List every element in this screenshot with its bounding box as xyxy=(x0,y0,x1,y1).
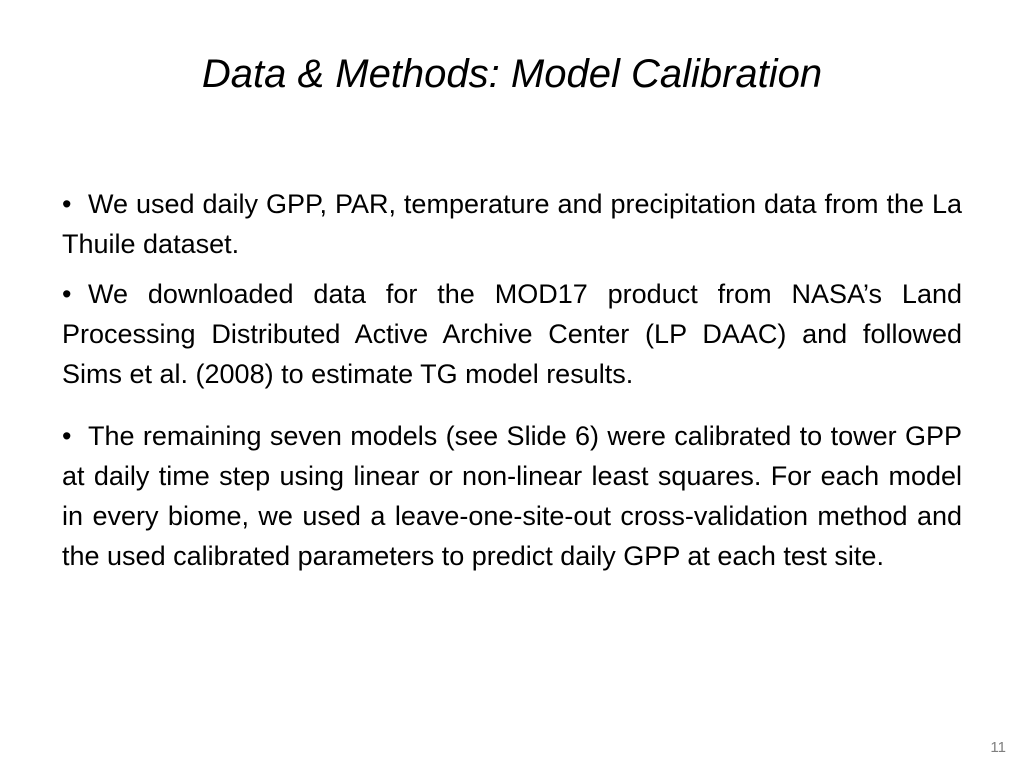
bullet-item-mod17 xyxy=(62,274,962,394)
bullet-marker: • xyxy=(62,279,72,309)
bullet-marker: • xyxy=(62,189,72,219)
bullet-text: We downloaded data for the MOD17 product from NASA’s Land Processing Distributed Active Archive Center (LP DAAC) and followed Sims et al. (2008) to estimate TG model results. xyxy=(62,279,962,389)
bullet-text: We used daily GPP, PAR, temperature and precipitation data from the La Thuile dataset. xyxy=(62,189,962,259)
bullet-item-calibration xyxy=(62,416,962,576)
bullet-text: The remaining seven models (see Slide 6) were calibrated to tower GPP at daily time step using linear or non-linear least squares. For each model in every biome, we used a leave-one-site-out cross-validation method and the used calibrated parameters to predict daily GPP at each test site. xyxy=(62,421,962,571)
bullet-marker: • xyxy=(62,421,72,451)
slide-title: Data & Methods: Model Calibration xyxy=(201,52,823,96)
page-number: 11 xyxy=(990,739,1006,756)
bullet-item-daily-data xyxy=(62,184,962,264)
bullet-list xyxy=(62,184,962,576)
